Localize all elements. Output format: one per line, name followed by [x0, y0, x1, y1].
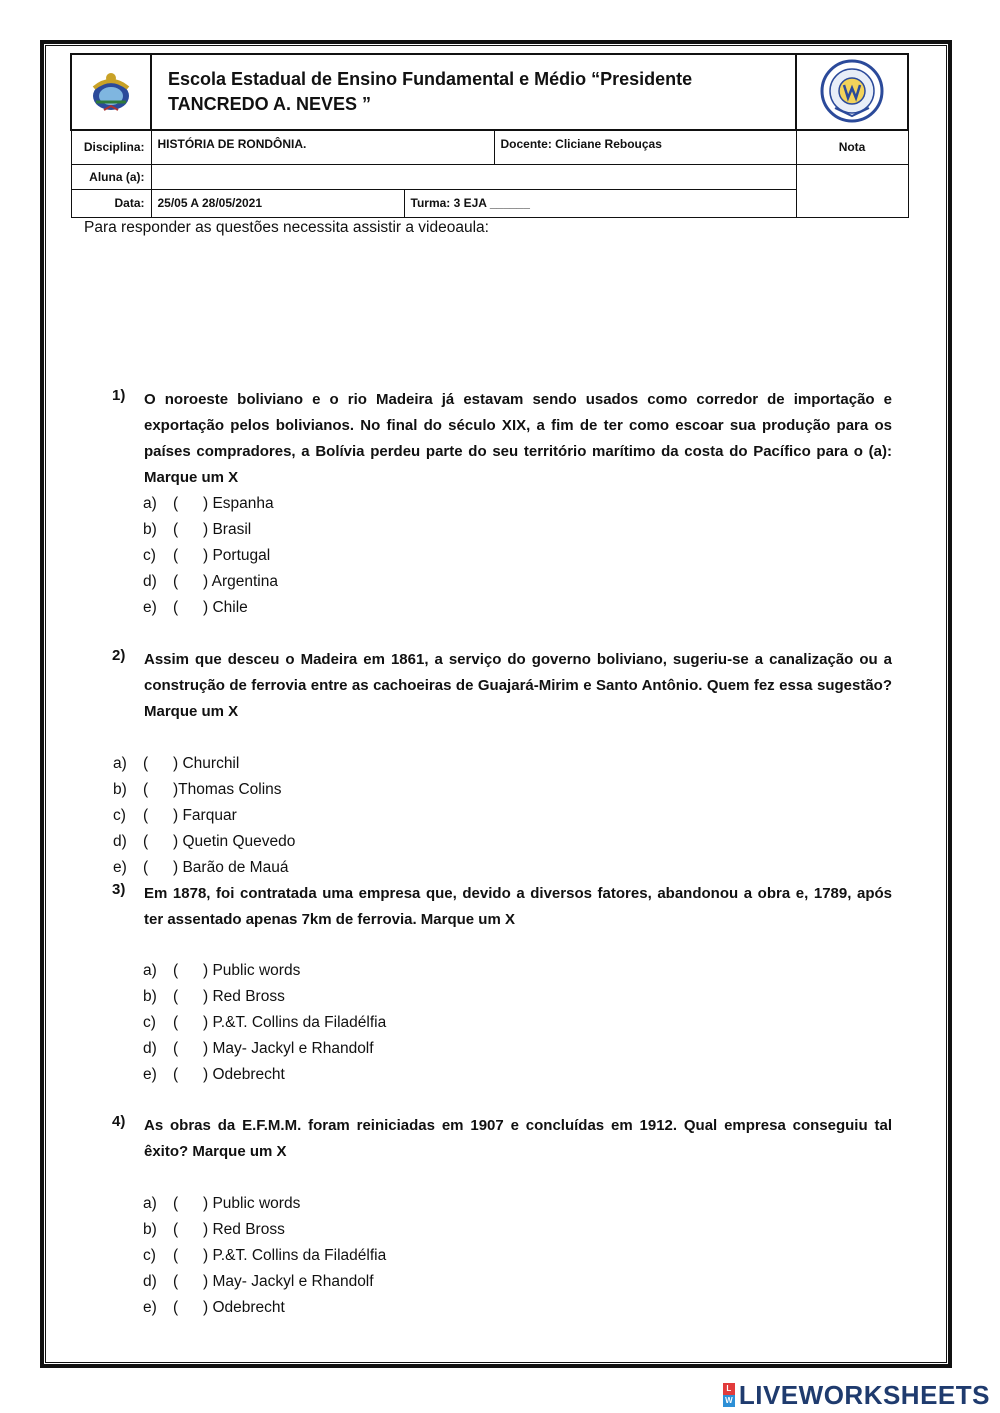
- option-label: ) P.&T. Collins da Filadélfia: [203, 1247, 387, 1264]
- answer-box[interactable]: (: [173, 1221, 179, 1238]
- option-item[interactable]: [143, 1062, 386, 1088]
- intro-text: Para responder as questões necessita assistir a videoaula:: [84, 219, 489, 236]
- options-q4: [143, 1191, 386, 1321]
- logo-cell: [796, 54, 908, 130]
- option-label: ) Quetin Quevedo: [173, 833, 296, 850]
- answer-box[interactable]: (: [173, 988, 179, 1005]
- option-item[interactable]: [113, 803, 295, 829]
- option-item[interactable]: [143, 1036, 386, 1062]
- disciplina-value: HISTÓRIA DE RONDÔNIA.: [151, 130, 494, 164]
- option-letter: e): [113, 859, 127, 876]
- option-item[interactable]: [113, 855, 295, 881]
- answer-box[interactable]: (: [173, 599, 179, 616]
- option-letter: c): [143, 547, 156, 564]
- option-item[interactable]: [143, 1191, 386, 1217]
- question-number: 2): [112, 647, 126, 664]
- school-seal-icon: [819, 58, 885, 124]
- options-q1: [143, 491, 278, 621]
- option-item[interactable]: [143, 1295, 386, 1321]
- option-item[interactable]: [143, 517, 278, 543]
- option-label: ) Red Bross: [203, 988, 285, 1005]
- option-label: ) Portugal: [203, 547, 271, 564]
- question-text: O noroeste boliviano e o rio Madeira já estavam sendo usados como corredor de importação e exportação pelos bolivianos. No final do século XIX, a fim de ter como escoar sua produção para os países compradores, a Bolívia perdeu parte do seu território marítimo da costa do Pacífico para o (a): Marque um X: [144, 391, 892, 486]
- nota-field[interactable]: [796, 164, 908, 217]
- options-q2: [113, 751, 295, 881]
- answer-box[interactable]: (: [143, 833, 149, 850]
- option-letter: b): [143, 521, 157, 538]
- option-letter: c): [113, 807, 126, 824]
- option-letter: a): [143, 495, 157, 512]
- option-item[interactable]: [113, 829, 295, 855]
- answer-box[interactable]: (: [173, 1299, 179, 1316]
- answer-box[interactable]: (: [173, 1066, 179, 1083]
- answer-box[interactable]: (: [143, 755, 149, 772]
- option-item[interactable]: [113, 777, 295, 803]
- question-number: 1): [112, 387, 126, 404]
- option-label: ) Churchil: [173, 755, 240, 772]
- option-label: ) P.&T. Collins da Filadélfia: [203, 1014, 387, 1031]
- answer-box[interactable]: (: [173, 1247, 179, 1264]
- logo-tile-w: W: [723, 1395, 735, 1407]
- school-crest-icon: [86, 66, 136, 116]
- option-item[interactable]: [143, 1243, 386, 1269]
- option-label: ) Espanha: [203, 495, 274, 512]
- school-crest-cell: [71, 54, 151, 130]
- question-2: [112, 647, 892, 725]
- answer-box[interactable]: (: [173, 962, 179, 979]
- option-letter: b): [143, 988, 157, 1005]
- option-item[interactable]: [143, 958, 386, 984]
- option-label: ) Odebrecht: [203, 1066, 285, 1083]
- header-table: [70, 53, 909, 218]
- option-letter: d): [143, 573, 157, 590]
- turma-value: Turma: 3 EJA ______: [404, 189, 796, 217]
- option-label: ) Public words: [203, 962, 301, 979]
- option-letter: a): [143, 1195, 157, 1212]
- question-number: 4): [112, 1113, 126, 1130]
- question-number: 3): [112, 881, 126, 898]
- docente-value: Docente: Cliciane Rebouças: [494, 130, 796, 164]
- nota-label: Nota: [796, 130, 908, 164]
- option-label: ) Brasil: [203, 521, 252, 538]
- answer-box[interactable]: (: [173, 1014, 179, 1031]
- option-letter: e): [143, 599, 157, 616]
- answer-box[interactable]: (: [143, 859, 149, 876]
- answer-box[interactable]: (: [173, 573, 179, 590]
- liveworksheets-footer: [723, 1381, 990, 1409]
- question-1: [112, 387, 892, 491]
- option-letter: a): [113, 755, 127, 772]
- option-letter: d): [143, 1040, 157, 1057]
- option-label: ) Barão de Mauá: [173, 859, 289, 876]
- option-item[interactable]: [143, 543, 278, 569]
- question-text: As obras da E.F.M.M. foram reiniciadas em 1907 e concluídas em 1912. Qual empresa conseguiu tal êxito? Marque um X: [144, 1117, 892, 1160]
- option-letter: d): [143, 1273, 157, 1290]
- option-item[interactable]: [143, 595, 278, 621]
- disciplina-label: Disciplina:: [71, 130, 151, 164]
- aluna-field[interactable]: [151, 164, 796, 189]
- answer-box[interactable]: (: [173, 521, 179, 538]
- option-label: ) Argentina: [203, 573, 278, 590]
- answer-box[interactable]: (: [143, 781, 149, 798]
- logo-tile-l: L: [723, 1383, 735, 1395]
- option-label: ) May- Jackyl e Rhandolf: [203, 1273, 374, 1290]
- option-letter: e): [143, 1066, 157, 1083]
- option-item[interactable]: [143, 984, 386, 1010]
- question-text: Assim que desceu o Madeira em 1861, a serviço do governo boliviano, sugeriu-se a canalização ou a construção de ferrovia entre as cachoeiras de Guajará-Mirim e Santo Antônio. Quem fez essa sugestão? Marque um X: [144, 651, 892, 720]
- option-label: ) Farquar: [173, 807, 237, 824]
- option-item[interactable]: [143, 1269, 386, 1295]
- option-label: ) Odebrecht: [203, 1299, 285, 1316]
- answer-box[interactable]: (: [173, 1273, 179, 1290]
- option-item[interactable]: [143, 491, 278, 517]
- liveworksheets-brand: LIVEWORKSHEETS: [738, 1379, 990, 1410]
- option-letter: e): [143, 1299, 157, 1316]
- option-letter: b): [113, 781, 127, 798]
- option-item[interactable]: [143, 1217, 386, 1243]
- liveworksheets-logo-icon: [723, 1383, 735, 1407]
- option-item[interactable]: [143, 1010, 386, 1036]
- school-name-line-2: TANCREDO A. NEVES ”: [168, 94, 372, 114]
- option-letter: a): [143, 962, 157, 979]
- options-q3: [143, 958, 386, 1088]
- option-letter: c): [143, 1014, 156, 1031]
- school-name-cell: [151, 54, 796, 130]
- answer-box[interactable]: (: [173, 495, 179, 512]
- option-letter: d): [113, 833, 127, 850]
- answer-box[interactable]: (: [143, 807, 149, 824]
- answer-box[interactable]: (: [173, 1040, 179, 1057]
- option-label: )Thomas Colins: [173, 781, 282, 798]
- data-label: Data:: [71, 189, 151, 217]
- answer-box[interactable]: (: [173, 547, 179, 564]
- data-value: 25/05 A 28/05/2021: [151, 189, 404, 217]
- option-label: ) May- Jackyl e Rhandolf: [203, 1040, 374, 1057]
- option-item[interactable]: [113, 751, 295, 777]
- option-letter: b): [143, 1221, 157, 1238]
- option-letter: c): [143, 1247, 156, 1264]
- school-name-line-1: Escola Estadual de Ensino Fundamental e Médio “Presidente: [168, 69, 693, 89]
- answer-box[interactable]: (: [173, 1195, 179, 1212]
- question-4: [112, 1113, 892, 1165]
- option-label: ) Public words: [203, 1195, 301, 1212]
- aluna-label: Aluna (a):: [71, 164, 151, 189]
- option-label: ) Red Bross: [203, 1221, 285, 1238]
- option-label: ) Chile: [203, 599, 248, 616]
- option-item[interactable]: [143, 569, 278, 595]
- question-text: Em 1878, foi contratada uma empresa que, devido a diversos fatores, abandonou a obra e, 1789, após ter assentado apenas 7km de ferrovia. Marque um X: [144, 885, 892, 928]
- question-3: [112, 881, 892, 933]
